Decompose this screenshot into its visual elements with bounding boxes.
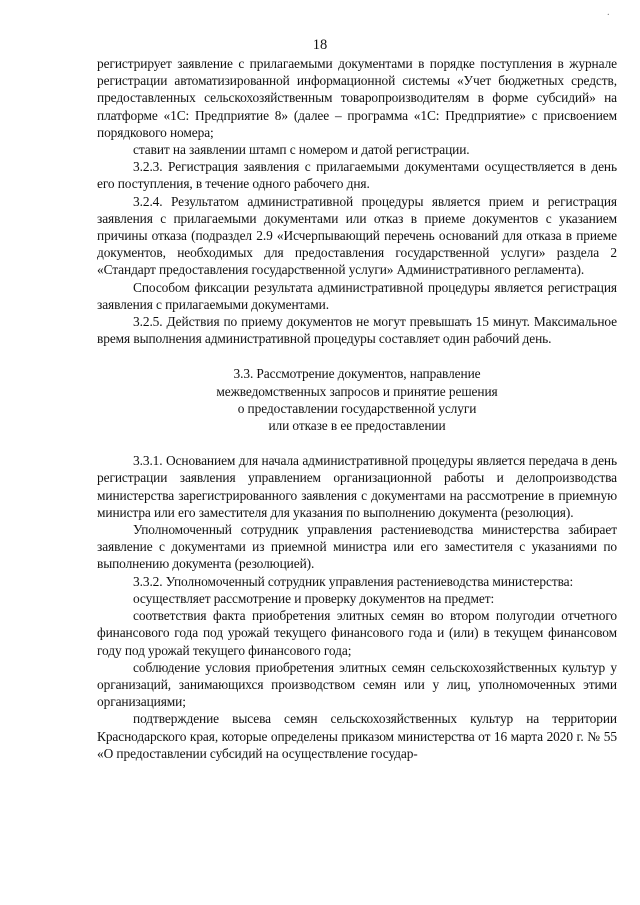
paragraph: ставит на заявлении штамп с номером и датой регистрации. bbox=[133, 142, 470, 158]
paragraphs-after bbox=[97, 452, 617, 762]
heading-line: межведомственных запросов и принятие решения bbox=[216, 383, 498, 399]
heading-line: или отказе в ее предоставлении bbox=[268, 418, 446, 434]
paragraph: соответствия факта приобретения элитных семян во втором полугодии отчетного финансового года под урожай текущего финансового года и (или) в текущем финансовом году под урожай текущего финансового года; bbox=[97, 608, 617, 658]
paragraph: осуществляет рассмотрение и проверку документов на предмет: bbox=[133, 590, 495, 606]
paragraph: соблюдение условия приобретения элитных семян сельскохозяйственных культур у организаций, занимающихся производством семян или у лиц, уполномоченных этими организациями; bbox=[97, 659, 617, 710]
paragraph: регистрирует заявление с прилагаемыми документами в порядке поступления в журнале регистрации автоматизированной информационной системы «Учет бюджетных средств, предоставленных сельскохозяйственным товаропроизводителям в форме субсидий» на платформе «1С: Предприятие 8» (далее – программа «1С: Предприятие» с присвоением порядкового номера; bbox=[97, 56, 617, 140]
paragraphs-before bbox=[97, 55, 617, 347]
section-heading bbox=[97, 365, 617, 434]
paragraph: подтверждение высева семян сельскохозяйственных культур на территории Краснодарского края, которые определены приказом министерства от 16 марта 2020 г. № 55 «О предоставлении субсидий на осуществление государ- bbox=[97, 711, 617, 761]
paragraph: Уполномоченный сотрудник управления растениеводства министерства забирает заявление с документами из приемной министра или его заместителя с указаниями по выполнению документа (резолюцией). bbox=[97, 522, 617, 572]
paragraph: 3.3.1. Основанием для начала административной процедуры является передача в день регистрации заявления управлением организационной работы и делопроизводства министерства зарегистрированного заявления с документами на рассмотрение в приемную министра или его заместителя для указания по выполнению документа (резолюция). bbox=[97, 453, 617, 520]
paragraph: 3.2.4. Результатом административной процедуры является прием и регистрация заявления с прилагаемыми документами или отказ в приеме документов с указанием причины отказа (подраздел 2.9 «Исчерпывающий перечень оснований для отказа в приеме документов, необходимых для предоставления государственной услуги» раздела 2 «Стандарт предоставления государственной услуги» Административного регламента). bbox=[97, 193, 617, 278]
document-body bbox=[97, 55, 617, 762]
paragraph: 3.3.2. Уполномоченный сотрудник управления растениеводства министерства: bbox=[133, 573, 574, 589]
paragraph: Способом фиксации результата административной процедуры является регистрация заявления с прилагаемыми документами. bbox=[97, 279, 617, 312]
page-number: 18 bbox=[312, 37, 328, 53]
paragraph: 3.2.3. Регистрация заявления с прилагаемыми документами осуществляется в день его поступления, в течение одного рабочего дня. bbox=[97, 159, 617, 192]
corner-mark: · bbox=[606, 10, 610, 21]
paragraph: 3.2.5. Действия по приему документов не могут превышать 15 минут. Максимальное время выполнения административной процедуры составляет один рабочий день. bbox=[97, 314, 617, 347]
heading-line: 3.3. Рассмотрение документов, направление bbox=[233, 366, 481, 382]
heading-line: о предоставлении государственной услуги bbox=[237, 400, 477, 416]
